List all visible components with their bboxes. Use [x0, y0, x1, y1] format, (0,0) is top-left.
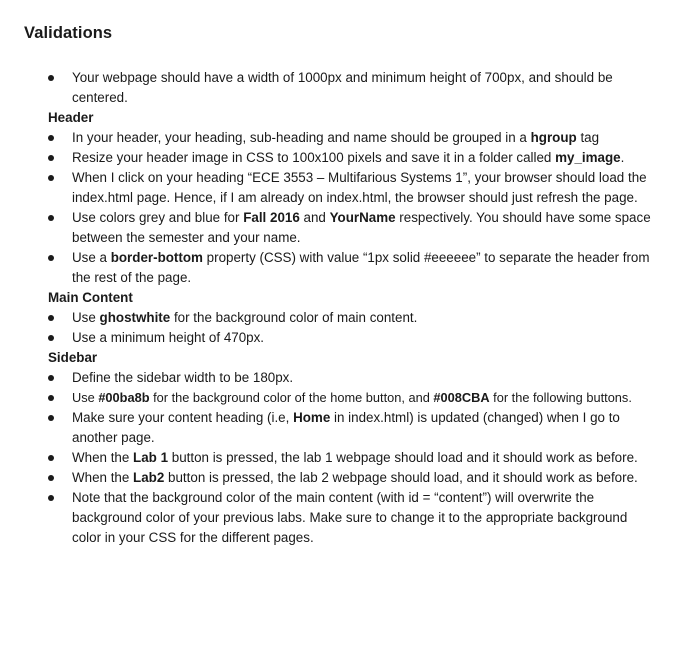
list-item	[48, 388, 654, 408]
list-item-bold: my_image	[555, 150, 621, 165]
list-item-text: button is pressed, the lab 2 webpage should load, and it should work as before.	[164, 470, 638, 485]
header-list	[48, 128, 654, 288]
section-heading-sidebar: Sidebar	[48, 350, 98, 365]
bullet-icon	[48, 335, 54, 341]
list-item	[48, 308, 654, 328]
list-item-text: button is pressed, the lab 1 webpage should load and it should work as before.	[168, 450, 638, 465]
list-item-text: Use a	[72, 250, 111, 265]
list-item-text: Define the sidebar width to be 180px.	[72, 370, 294, 385]
list-item	[48, 208, 654, 248]
list-item-bold: YourName	[329, 210, 396, 225]
document-body	[48, 68, 654, 548]
list-item-text: Use a minimum height of 470px.	[72, 330, 265, 345]
list-item	[48, 468, 654, 488]
bullet-icon	[48, 495, 54, 501]
section-heading-header: Header	[48, 110, 94, 125]
bullet-icon	[48, 155, 54, 161]
list-item-bold: border-bottom	[110, 250, 203, 265]
bullet-icon	[48, 215, 54, 221]
list-item	[48, 248, 654, 288]
list-item-bold: Lab2	[133, 470, 165, 485]
list-item-text: Note that the background color of the main content (with id = “content”) will overwrite the background color of your previous labs. Make sure to change it to the appropriate background color in your CSS for the different pages.	[72, 490, 628, 545]
list-item-text: respectively. You should have some space between the semester and your name.	[72, 210, 651, 245]
list-item-text: and	[299, 210, 330, 225]
list-item-text: tag	[576, 130, 600, 145]
list-item-bold: Lab 1	[133, 450, 169, 465]
main-content-list	[48, 308, 654, 348]
list-item-text: for the background color of main content.	[170, 310, 418, 325]
list-item-text: When I click on your heading “ECE 3553 – Multifarious Systems 1”, your browser should load the index.html page. Hence, if I am already on index.html, the browser should just refresh the page.	[72, 170, 647, 205]
list-item-text: Make sure your content heading (i.e,	[72, 410, 294, 425]
list-item-bold: #008CBA	[433, 390, 490, 405]
list-item	[48, 368, 654, 388]
bullet-icon	[48, 415, 54, 421]
bullet-icon	[48, 455, 54, 461]
list-item-text: Your webpage should have a width of 1000px and minimum height of 700px, and should be centered.	[72, 70, 613, 105]
list-item-text: Use	[72, 310, 100, 325]
list-item-text: When the	[72, 450, 134, 465]
bullet-icon	[48, 475, 54, 481]
bullet-icon	[48, 315, 54, 321]
list-item-text: for the background color of the home button, and	[149, 390, 434, 405]
bullet-icon	[48, 375, 54, 381]
bullet-icon	[48, 175, 54, 181]
list-item-text: In your header, your heading, sub-heading and name should be grouped in a	[72, 130, 531, 145]
list-item-bold: hgroup	[530, 130, 577, 145]
list-item-text: in index.html) is updated (changed) when I go to another page.	[72, 410, 620, 445]
list-item-text: When the	[72, 470, 134, 485]
list-item	[48, 168, 654, 208]
section-heading-main-content: Main Content	[48, 290, 133, 305]
list-item	[48, 448, 654, 468]
list-item-text: for the following buttons.	[489, 390, 632, 405]
list-item-bold: #00ba8b	[98, 390, 150, 405]
document-title: Validations	[24, 24, 113, 42]
list-item-text: Use colors grey and blue for	[72, 210, 244, 225]
list-item-bold: Home	[293, 410, 331, 425]
bullet-icon	[48, 135, 54, 141]
list-item-text: .	[620, 150, 625, 165]
bullet-icon	[48, 75, 54, 81]
list-item-text: property (CSS) with value “1px solid #eeeeee” to separate the header from the rest of the page.	[72, 250, 650, 285]
list-item-bold: Fall 2016	[243, 210, 300, 225]
list-item	[48, 148, 654, 168]
list-item	[48, 128, 654, 148]
list-item-text: Resize your header image in CSS to 100x100 pixels and save it in a folder called	[72, 150, 556, 165]
bullet-icon	[48, 255, 54, 261]
bullet-icon	[48, 395, 54, 401]
list-item-text: Use	[72, 390, 99, 405]
list-item	[48, 408, 654, 448]
list-item	[48, 328, 654, 348]
list-item	[48, 488, 654, 548]
sidebar-list	[48, 368, 654, 548]
list-item	[48, 68, 654, 108]
intro-list	[48, 68, 654, 108]
list-item-bold: ghostwhite	[99, 310, 171, 325]
